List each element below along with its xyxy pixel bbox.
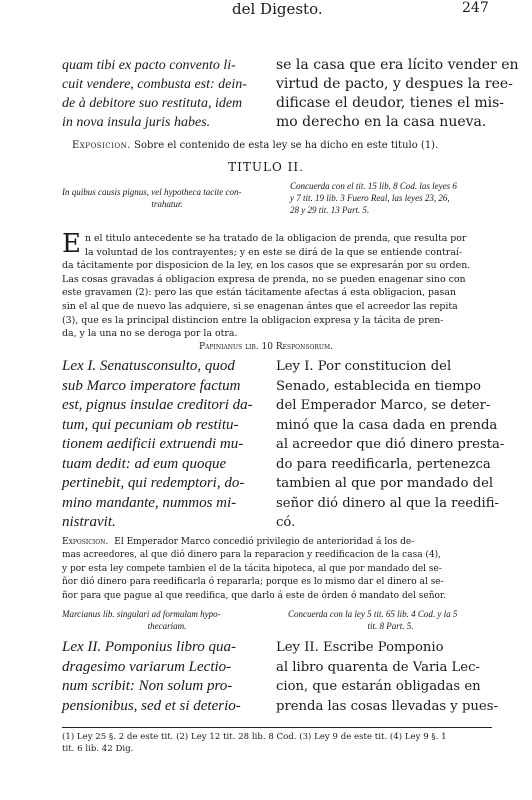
running-header	[0, 0, 532, 22]
lex1-spanish-line: al acreedor que dió dinero presta-	[276, 437, 505, 452]
latin-line: cuit vendere, combusta est: dein-	[62, 77, 247, 92]
lex2-spanish-line: prenda las cosas llevadas y pues-	[276, 698, 498, 714]
footnote-line: tit. 6 lib. 42 Dig.	[62, 744, 134, 754]
latin-line: de à debitore suo restituta, idem	[62, 96, 243, 111]
titulo-latin	[62, 186, 272, 210]
lex1-spanish-line: do para reedificarla, pertenezca	[276, 456, 491, 472]
latin-line: in nova insula juris habes.	[62, 115, 211, 130]
lex1-spanish-line: có.	[276, 515, 296, 530]
lex1-latin-line: tum, qui pecuniam ob restitu-	[62, 416, 239, 433]
lex2-spanish-line: Ley II. Escribe Pomponio	[276, 640, 444, 655]
footnotes	[62, 731, 492, 755]
lex1-spanish-line: Ley I. Por constitucion del	[276, 359, 452, 374]
lex2-latin-line: num scribit: Non solum pro-	[62, 678, 233, 694]
concordance-line: tit. 8 Part. 5.	[367, 621, 414, 631]
lex1-spanish	[276, 357, 505, 533]
intro-paragraph	[62, 229, 492, 341]
latin-line: quam tibi ex pacto convento li-	[62, 58, 236, 73]
lex1-latin-line: est, pignus insulae creditori da-	[62, 397, 253, 413]
exposicion-2-line	[62, 536, 492, 549]
papinianus-source: Papinianus lib. 10 Responsorum.	[199, 342, 333, 352]
exposicion-label: Exposicion.	[62, 537, 109, 547]
drop-cap: E	[62, 229, 81, 259]
concordance-line: Concuerda con la ley 5 tit. 65 lib. 4 Cod. y la 5	[288, 609, 458, 619]
lex1-latin	[62, 357, 272, 533]
intro-line: (3), que es la principal distincion entre la obligacion expresa y la tácita de pren-	[62, 314, 444, 326]
lex2-spanish	[276, 638, 498, 716]
intro-line: sin el al que de nuevo las adquiere, si se enagenan ántes que el acreedor las repita	[62, 300, 458, 312]
exposicion-2-text: El Emperador Marco concedió privilegio de anterioridad á los de-	[114, 537, 415, 547]
exposicion-2-line: mas acreedores, al que dió dinero para la reparacion y reedificacion de la casa (4),	[62, 550, 442, 561]
concordance-line: 28 y 29 tit. 13 Part. 5.	[290, 205, 370, 215]
page-number: 247	[462, 0, 489, 16]
lex1-spanish-line: tambien al que por mandado del	[276, 476, 494, 491]
intro-line: Las cosas gravadas á obligacion expresa de prenda, no se pueden enagenar sino con	[62, 273, 466, 285]
marcianus-line: Marcianus lib. singulari ad formulam hypo-	[62, 609, 221, 619]
spanish-continuation	[276, 56, 519, 132]
lex2-latin-line: Lex II. Pomponius libro qua-	[62, 639, 237, 655]
spanish-line: virtud de pacto, y despues la ree-	[276, 76, 513, 92]
lex2-spanish-line: al libro quarenta de Varia Lec-	[276, 659, 480, 675]
spanish-line: mo derecho en la casa nueva.	[276, 114, 487, 130]
intro-line: n el titulo antecedente se ha tratado de la obligacion de prenda, que resulta por	[84, 233, 467, 244]
latin-continuation	[62, 56, 267, 132]
lex1-spanish-line: minó que la casa dada en prenda	[276, 417, 498, 433]
titulo-heading: TITULO II.	[228, 160, 304, 174]
lex2-latin-line: pensionibus, sed et si deterio-	[62, 697, 241, 714]
exposicion-text: Sobre el contenido de esta ley se ha dicho en este titulo (1).	[134, 140, 439, 151]
running-title: del Digesto.	[232, 0, 323, 18]
marcianus-source	[62, 608, 272, 632]
marcianus-concordance	[288, 608, 493, 632]
lex1-spanish-line: del Emperador Marco, se deter-	[276, 398, 491, 413]
exposicion-2-line: y por esta ley compete tambien el de la tácita hipoteca, al que por mandado del se-	[62, 563, 442, 574]
exposicion-label: Exposicion.	[72, 140, 131, 151]
intro-line: este gravamen (2): pero las que están tácitamente afectas á esta obligacion, pasan	[62, 287, 456, 299]
lex1-spanish-line: señor dió dinero al que la reedifi-	[276, 495, 499, 511]
lex1-latin-line: pertinebit, qui redemptori, do-	[62, 475, 245, 491]
spanish-line: dificase el deudor, tienes el mis-	[276, 95, 505, 111]
titulo-latin-line: trahatur.	[151, 199, 183, 209]
lex2-latin	[62, 638, 272, 716]
exposicion-2-line: ñor dió dinero para reedificarla ó repararla; porque es lo mismo dar el dinero al se-	[62, 577, 444, 588]
marcianus-line: thecariam.	[147, 621, 187, 631]
lex2-spanish-line: cion, que estarán obligadas en	[276, 679, 481, 694]
lex1-latin-line: tuam dedit: ad eum quoque	[62, 455, 227, 472]
concordance-line: y 7 tit. 19 lib. 3 Fuero Real, las leyes 23, 26,	[290, 193, 450, 203]
lex1-latin-line: mino mandante, nummos mi-	[62, 494, 237, 511]
concordance-line: Concuerda con el tit. 15 lib. 8 Cod. las leyes 6	[290, 181, 457, 191]
exposicion-2-line: ñor para que pague al que reedifica, que darlo á este de órden ó mandato del señor.	[62, 590, 447, 601]
spanish-line: se la casa que era lícito vender en	[276, 57, 519, 73]
titulo-concordance	[290, 180, 490, 216]
exposicion-1	[72, 140, 492, 151]
intro-line: da, y la una no se deroga por la otra.	[62, 328, 238, 340]
intro-line: da tácitamente por disposicion de la ley, en los casos que se expresarán por su orden.	[62, 260, 471, 272]
titulo-latin-line: In quibus causis pignus, vel hypotheca tacite con-	[62, 187, 242, 197]
lex2-latin-line: dragesimo variarum Lectio-	[62, 658, 232, 675]
lex1-latin-line: sub Marco imperatore factum	[62, 377, 241, 394]
exposicion-2	[62, 536, 492, 603]
lex1-latin-line: nistravit.	[62, 514, 116, 530]
lex1-latin-line: tionem aedificii extruendi mu-	[62, 436, 244, 452]
intro-line: la voluntad de los contrayentes; y en este se dirá de la que se entiende contraí-	[84, 246, 463, 258]
lex1-spanish-line: Senado, establecida en tiempo	[276, 378, 481, 394]
lex1-latin-line: Lex I. Senatusconsulto, quod	[62, 358, 235, 374]
footnote-rule	[62, 727, 492, 728]
footnote-line: (1) Ley 25 §. 2 de este tit. (2) Ley 12 tit. 28 lib. 8 Cod. (3) Ley 9 de este tit. (4) Ley 9 §. 1	[62, 732, 447, 742]
